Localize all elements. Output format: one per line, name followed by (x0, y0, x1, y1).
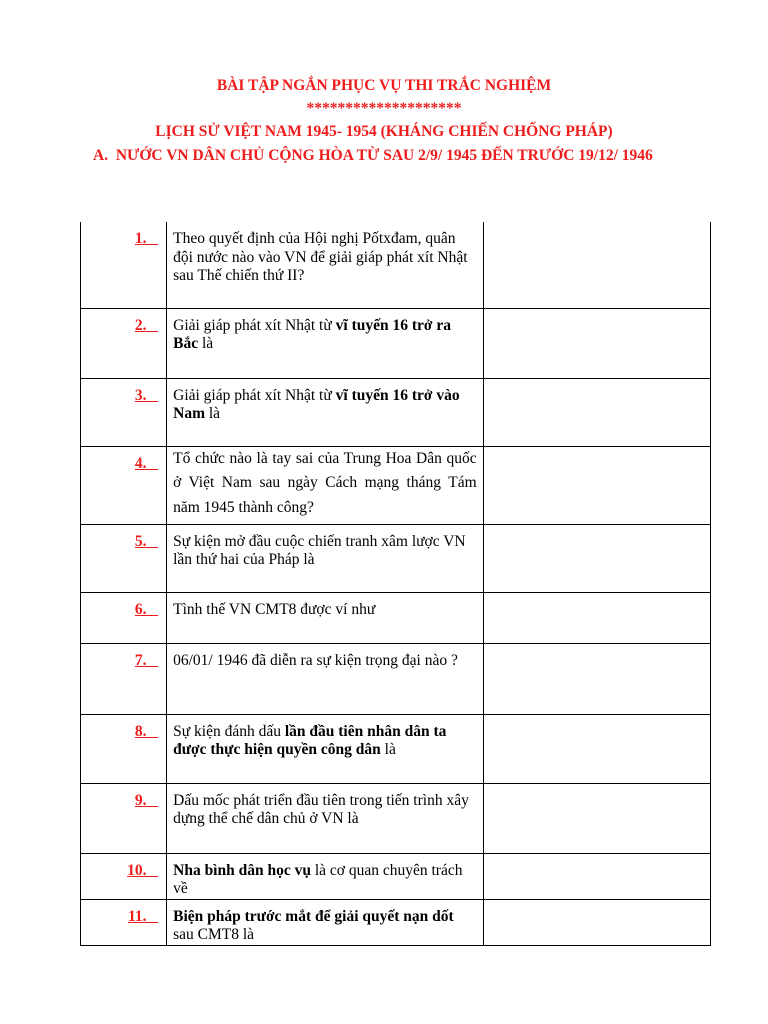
question-fragment: là (380, 741, 396, 758)
question-text-cell (167, 222, 484, 308)
table-row (81, 378, 711, 446)
question-fragment: Tổ chức nào là tay sai của Trung Hoa Dân quốc ở Việt Nam sau ngày Cách mạng tháng Tám năm 1945 thành công? (173, 449, 477, 516)
table-row (81, 643, 711, 714)
question-number: 2. (134, 316, 159, 334)
question-text-cell (167, 308, 484, 378)
question-number: 3. (134, 386, 159, 404)
question-text (167, 854, 483, 899)
question-number: 6. (134, 600, 159, 618)
question-fragment: Sự kiện đánh dấu (173, 722, 285, 740)
question-number-cell (81, 783, 167, 853)
question-number-cell (81, 714, 167, 783)
question-text-cell (167, 524, 484, 592)
answer-cell[interactable] (483, 783, 710, 853)
question-text (167, 222, 483, 286)
question-number: 10. (127, 861, 159, 879)
question-text (167, 379, 483, 424)
question-text (167, 593, 483, 620)
section-title: NƯỚC VN DÂN CHỦ CỘNG HÒA TỪ SAU 2/9/ 1945 ĐẾN TRƯỚC 19/12/ 1946 (115, 147, 653, 164)
question-fragment: là cơ quan chuyên trách về (173, 861, 463, 897)
question-number-cell (81, 308, 167, 378)
question-number: 5. (134, 532, 159, 550)
question-table (80, 222, 711, 946)
answer-cell[interactable] (483, 378, 710, 446)
question-emphasis: vĩ tuyến 16 trở vào Nam (173, 386, 460, 422)
question-fragment: Giải giáp phát xít Nhật từ (173, 316, 336, 334)
question-number-cell (81, 853, 167, 899)
question-number-cell (81, 592, 167, 643)
question-text (167, 447, 483, 521)
question-number-cell (81, 222, 167, 308)
document-header (0, 74, 768, 168)
table-row (81, 446, 711, 524)
question-text-cell (167, 899, 484, 945)
question-fragment: Tình thế VN CMT8 được ví như (173, 600, 376, 618)
answer-cell[interactable] (483, 643, 710, 714)
question-fragment: Sự kiện mở đầu cuộc chiến tranh xâm lược VN lần thứ hai của Pháp là (173, 532, 466, 568)
question-emphasis: vĩ tuyến 16 trở ra Bắc (173, 316, 451, 352)
question-text-cell (167, 446, 484, 524)
question-text-cell (167, 378, 484, 446)
question-number-cell (81, 378, 167, 446)
document-title: BÀI TẬP NGẮN PHỤC VỤ THI TRẮC NGHIỆM (216, 77, 552, 94)
question-text-cell (167, 853, 484, 899)
question-text (167, 784, 483, 829)
question-fragment: Giải giáp phát xít Nhật từ (173, 386, 336, 404)
answer-cell[interactable] (483, 714, 710, 783)
question-number-cell (81, 643, 167, 714)
question-text-cell (167, 714, 484, 783)
question-number-cell (81, 446, 167, 524)
table-row (81, 899, 711, 945)
question-text (167, 900, 483, 945)
question-emphasis: lần đầu tiên nhân dân ta được thực hiện quyền công dân (173, 722, 447, 758)
document-subtitle: LỊCH SỬ VIỆT NAM 1945- 1954 (KHÁNG CHIẾN CHỐNG PHÁP) (155, 123, 613, 140)
question-number: 1. (134, 230, 159, 247)
question-number: 7. (134, 651, 159, 669)
answer-cell[interactable] (483, 592, 710, 643)
table-row (81, 853, 711, 899)
table-row (81, 222, 711, 308)
table-row (81, 783, 711, 853)
table-row (81, 308, 711, 378)
section-heading (0, 144, 768, 168)
question-fragment: là (198, 335, 214, 352)
question-emphasis: Biện pháp trước mắt để giải quyết nạn dốt (173, 907, 454, 925)
question-text (167, 309, 483, 354)
question-number: 9. (134, 791, 159, 809)
question-text (167, 715, 483, 760)
question-text-cell (167, 783, 484, 853)
answer-cell[interactable] (483, 899, 710, 945)
question-text (167, 525, 483, 570)
question-fragment: Theo quyết định của Hội nghị Pốtxđam, quân đội nước nào vào VN để giải giáp phát xít Nhật sau Thế chiến thứ II? (173, 230, 468, 284)
answer-cell[interactable] (483, 308, 710, 378)
table-row (81, 524, 711, 592)
question-text-cell (167, 592, 484, 643)
question-fragment: Dấu mốc phát triển đầu tiên trong tiến trình xây dựng thể chế dân chủ ở VN là (173, 791, 469, 827)
question-text-cell (167, 643, 484, 714)
question-fragment: là (204, 405, 221, 422)
question-emphasis: Nha bình dân học vụ (173, 861, 311, 879)
question-text (167, 644, 483, 671)
answer-cell[interactable] (483, 853, 710, 899)
answer-cell[interactable] (483, 446, 710, 524)
question-number: 8. (134, 722, 159, 740)
question-fragment: 06/01/ 1946 đã diễn ra sự kiện trọng đại nào ? (173, 651, 458, 669)
table-row (81, 592, 711, 643)
section-prefix: A. (93, 147, 109, 164)
question-number: 4. (134, 454, 159, 472)
question-number-cell (81, 899, 167, 945)
table-row (81, 714, 711, 783)
question-number-cell (81, 524, 167, 592)
question-number: 11. (127, 907, 159, 925)
answer-cell[interactable] (483, 524, 710, 592)
question-fragment: sau CMT8 là (173, 926, 255, 943)
answer-cell[interactable] (483, 222, 710, 308)
stars-divider: ******************** (306, 100, 462, 117)
